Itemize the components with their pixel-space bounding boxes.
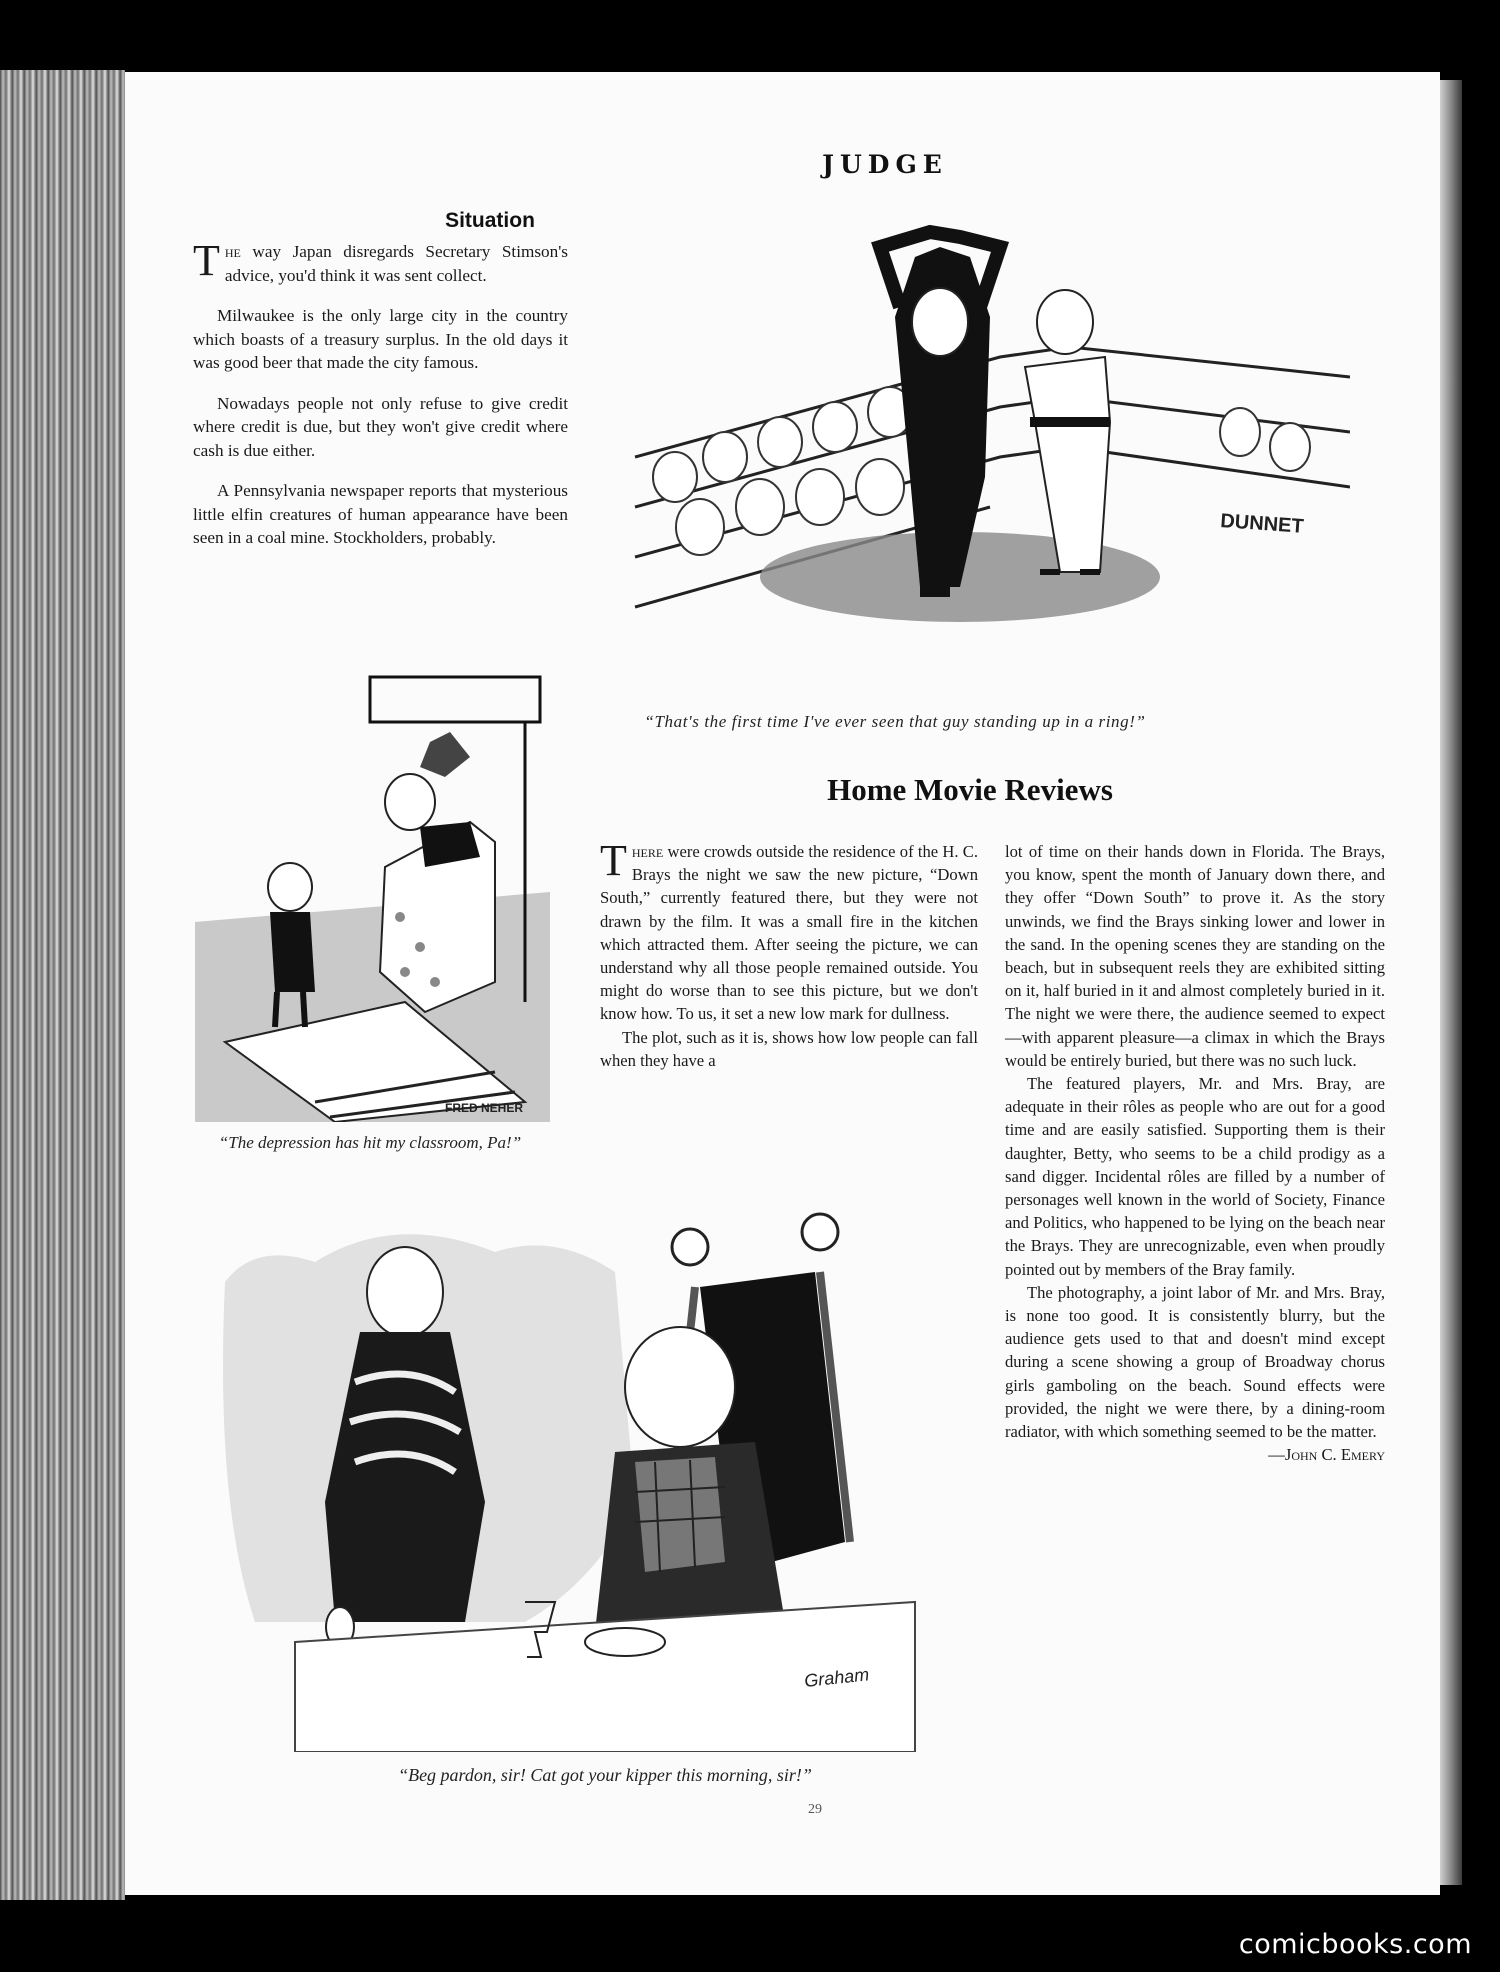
situation-heading: Situation: [445, 209, 535, 232]
situation-paragraph-2: Milwaukee is the only large city in the country which boasts of a treasury surplus. In the old days it was good beer that made the city famous.: [193, 306, 568, 372]
father-figure: [385, 774, 480, 867]
review-paragraph-4: The photography, a joint labor of Mr. and Mrs. Bray, is none too good. It is consistently blurry, but the audience gets used to that and doesn't mind except during a scene showing a group of Broadway chorus girls gamboling on the beach. Sound effects were provided, the night we were there, by a dining-room radiator, with which something seemed to be the matter. —John C. Emery: [1005, 1281, 1385, 1467]
classroom-cartoon-signature: FRED NEHER: [445, 1101, 524, 1115]
kipper-cartoon-caption: “Beg pardon, sir! Cat got your kipper this morning, sir!”: [398, 1765, 812, 1785]
boxer-figure: [1025, 290, 1110, 572]
kipper-cartoon: [195, 1202, 935, 1752]
lamp-shade: [420, 732, 470, 777]
review-paragraph-3: The featured players, Mr. and Mrs. Bray, are adequate in their rôles as people who are out for a good time and are easily satisfied. Supporting them is their daughter, Betty, who seems to be a child prodigy as a sand digger. Incidental rôles are filled by a number of personages well known in the world of Society, Finance and Politics, who happened to be lying on the beach near the Brays. They are unrecognizable, even when proudly pointed out by members of the Bray family.: [1005, 1074, 1385, 1279]
right-page-edge: [1440, 80, 1462, 1885]
classroom-cartoon-caption: “The depression has hit my classroom, Pa!”: [218, 1133, 522, 1152]
situation-paragraph-1: The way Japan disregards Secretary Stimson's advice, you'd think it was sent collect.: [193, 236, 568, 285]
ring-cartoon-signature: DUNNET: [1219, 510, 1305, 538]
ceiling-fixture: [370, 677, 540, 722]
ring-cartoon-caption: “That's the first time I've ever seen that guy standing up in a ring!”: [644, 712, 1146, 731]
review-signature: —John C. Emery: [1268, 1445, 1385, 1465]
situation-paragraph-4: A Pennsylvania newspaper reports that mysterious little elfin creatures of human appearance have been seen in a coal mine. Stockholders, probably.: [193, 481, 568, 547]
book-spine-edge: [0, 70, 125, 1900]
magazine-page: [125, 72, 1440, 1895]
drop-cap: T: [600, 836, 627, 885]
boxing-ring-cartoon: [630, 207, 1350, 722]
masthead: JUDGE: [822, 150, 948, 179]
review-paragraph-2-start: The plot, such as it is, shows how low people can fall when they have a: [600, 1027, 978, 1070]
page-number: 29: [808, 1802, 822, 1817]
review-column-1: [600, 836, 978, 1072]
situation-paragraph-3: Nowadays people not only refuse to give credit where credit is due, but they won't give credit where cash is due either.: [193, 393, 568, 460]
classroom-cartoon: [195, 672, 550, 1122]
review-paragraph-1: There were crowds outside the residence of the H. C. Brays the night we saw the new picture, “Down South,” currently featured there, but they were not drawn by the film. It was a small fire in the kitchen which attracted them. After seeing the picture, we can understand why all those people remained outside. You might do worse than to see this picture, but we don't know how. To us, it set a new low mark for dullness.: [600, 836, 978, 1024]
review-heading: Home Movie Reviews: [827, 772, 1113, 807]
plate: [585, 1628, 665, 1656]
drop-cap: T: [193, 236, 220, 285]
review-column-2: [1005, 840, 1385, 1466]
review-paragraph-2-continued: lot of time on their hands down in Florida. The Brays, you know, spent the month of January down there, and they offer “Down South” to prove it. As the story unwinds, we find the Brays sinking lower and lower in the sand. In the opening scenes they are standing on the beach, but in subsequent reels they are exhibited sitting on it, half buried in it and almost completely buried in it. The night we were there, the audience seemed to expect—with apparent pleasure—a climax in which the Brays would be entirely buried, but there was no such luck.: [1005, 842, 1385, 1070]
kipper-cartoon-signature: Graham: [803, 1664, 871, 1691]
source-watermark: comicbooks.com: [1238, 1929, 1472, 1960]
situation-column: [193, 236, 568, 567]
